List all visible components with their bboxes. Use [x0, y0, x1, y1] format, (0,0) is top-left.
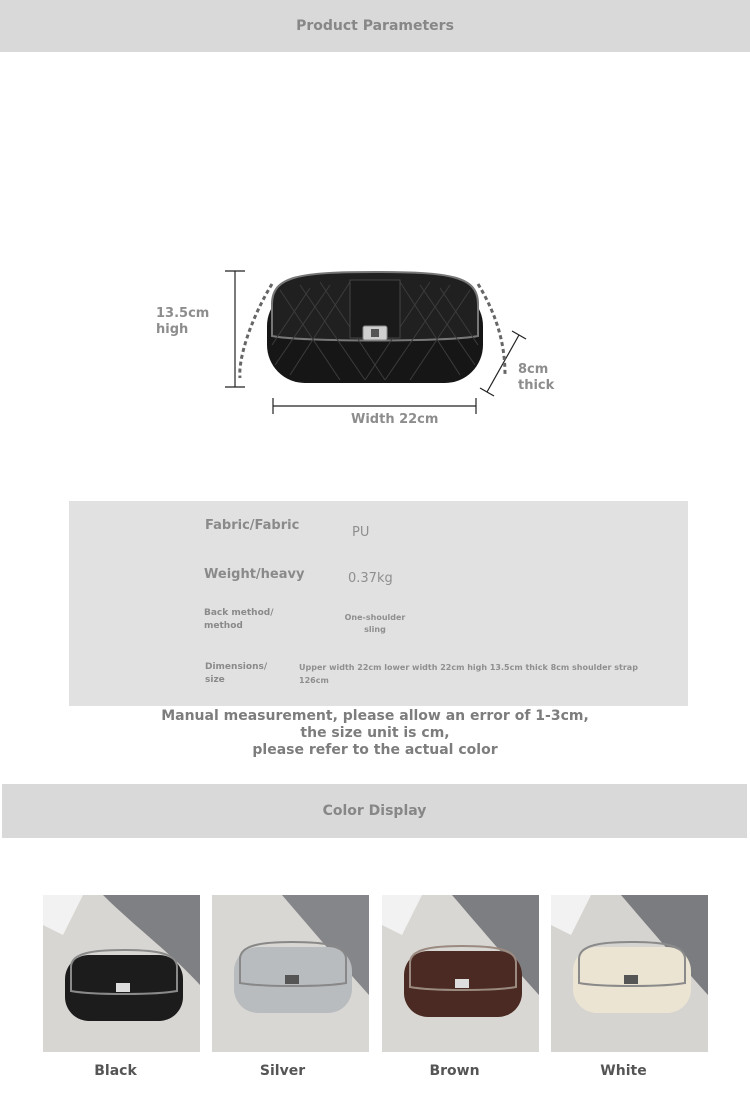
product-parameters-title: Product Parameters [296, 18, 454, 34]
dimensions-value: Upper width 22cm lower width 22cm high 13.5cm thick 8cm shoulder strap [299, 663, 638, 672]
width-dimension-label: Width 22cm [351, 412, 439, 427]
white-bag-photo [551, 895, 708, 1052]
color-name-black: Black [94, 1063, 137, 1079]
height-dimension-label: 13.5cm [156, 306, 210, 321]
brown-bag-photo [382, 895, 539, 1052]
height-dimension-suffix: high [156, 322, 189, 337]
thickness-dimension-label: 8cm [518, 362, 549, 377]
product-dimension-figure [0, 240, 750, 440]
dimensions-label-cont: size [205, 675, 225, 685]
color-name-silver: Silver [259, 1063, 306, 1079]
silver-bag-photo [212, 895, 369, 1052]
thickness-dimension-suffix: thick [518, 378, 555, 393]
product-parameters-banner [0, 0, 750, 52]
back-method-value-cont: sling [364, 625, 386, 634]
color-display-title: Color Display [322, 803, 427, 819]
fabric-value: PU [352, 525, 370, 540]
parameter-table [69, 501, 688, 706]
back-method-label-cont: method [204, 621, 243, 631]
measurement-note [150, 708, 600, 759]
back-method-value: One-shoulder [344, 613, 406, 622]
color-option-silver[interactable] [212, 895, 369, 1052]
color-option-brown[interactable] [382, 895, 539, 1052]
bag-illustration [0, 240, 750, 440]
weight-value: 0.37kg [348, 571, 393, 586]
back-method-label: Back method/ [204, 608, 274, 618]
dimensions-value-cont: 126cm [299, 676, 329, 685]
measurement-note-line1: Manual measurement, please allow an error of 1-3cm, the size unit is cm, [161, 708, 589, 741]
fabric-label: Fabric/Fabric [205, 518, 300, 533]
color-display-banner [2, 784, 747, 838]
weight-label: Weight/heavy [204, 567, 305, 582]
color-name-white: White [600, 1063, 647, 1079]
color-option-white[interactable] [551, 895, 708, 1052]
color-option-black[interactable] [43, 895, 200, 1052]
dimensions-label: Dimensions/ [205, 662, 268, 672]
black-bag-photo [43, 895, 200, 1052]
measurement-note-line2: please refer to the actual color [252, 742, 498, 758]
color-name-brown: Brown [429, 1063, 480, 1079]
